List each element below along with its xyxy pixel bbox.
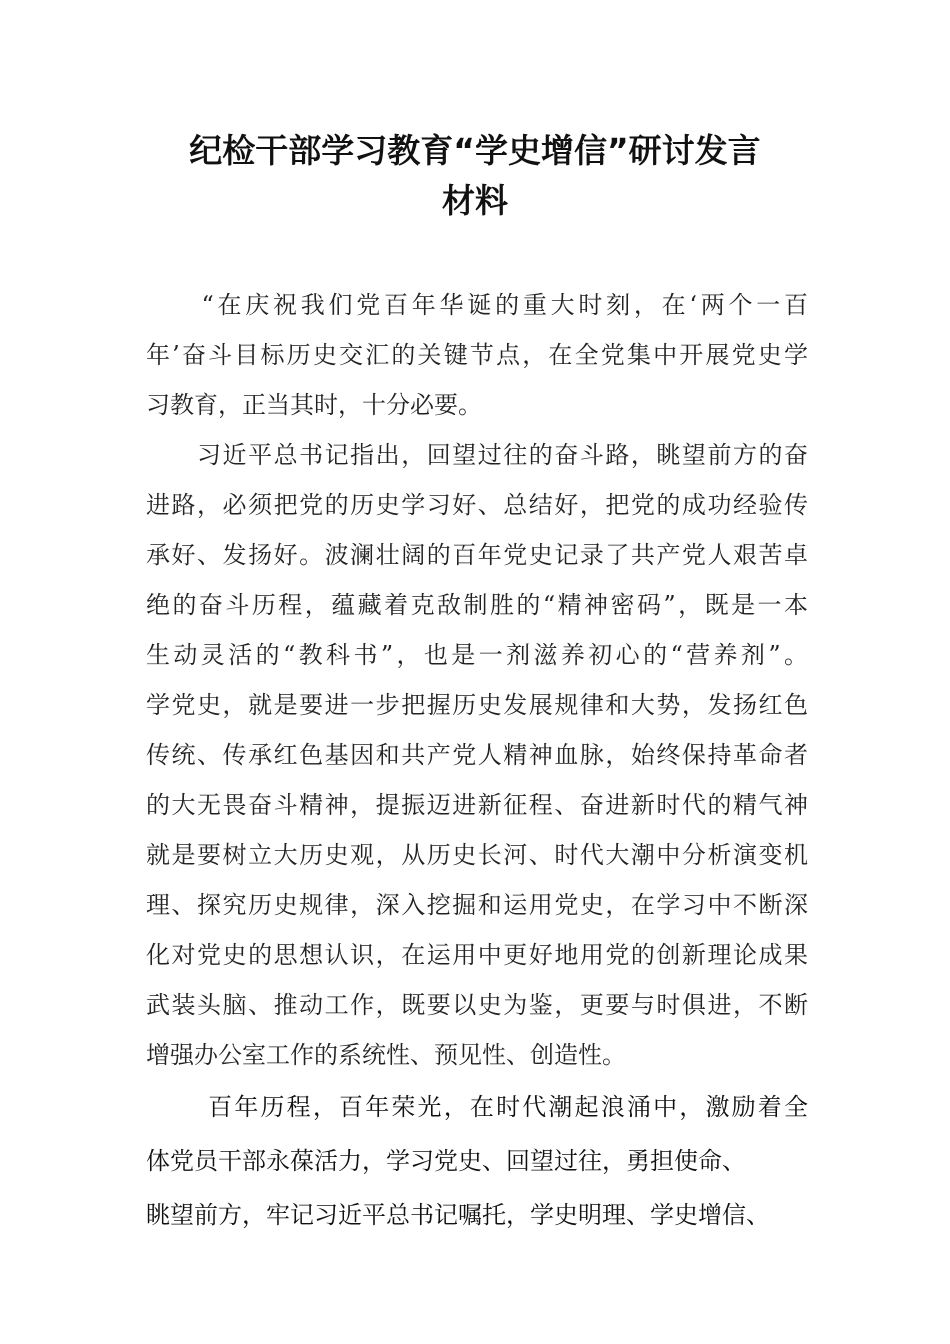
title-line-2: 材料 (442, 181, 508, 220)
paragraph-1 (146, 280, 808, 430)
paragraph-line: 化对党史的思想认识，在运用中更好地用党的创新理论成果 (146, 941, 808, 969)
paragraph-line: 的大无畏奋斗精神，提振迈进新征程、奋进新时代的精气神 (146, 791, 808, 819)
paragraph-line: 就是要树立大历史观，从历史长河、时代大潮中分析演变机 (146, 841, 808, 869)
paragraph-line: 眺望前方，牢记习近平总书记嘱托，学史明理、学史增信、 (146, 1201, 770, 1229)
paragraph-line: 传统、传承红色基因和共产党人精神血脉，始终保持革命者 (146, 741, 808, 769)
paragraph-line: 增强办公室工作的系统性、预见性、创造性。 (146, 1041, 626, 1069)
paragraph-line: 理、探究历史规律，深入挖掘和运用党史，在学习中不断深 (146, 891, 808, 919)
document-title (145, 126, 805, 226)
paragraph-line: 百年历程，百年荣光，在时代潮起浪涌中，激励着全 (146, 1093, 808, 1121)
title-line-1: 纪检干部学习教育“学史增信”研讨发言 (189, 131, 761, 170)
paragraph-line: 习教育，正当其时，十分必要。 (146, 391, 482, 419)
paragraph-line: “在庆祝我们党百年华诞的重大时刻，在‘两个一百 (146, 291, 808, 319)
paragraph-line: 绝的奋斗历程，蕴藏着克敌制胜的“精神密码”，既是一本 (146, 591, 808, 619)
document-body (146, 280, 808, 1242)
paragraph-3 (146, 1080, 808, 1242)
paragraph-line: 承好、发扬好。波澜壮阔的百年党史记录了共产党人艰苦卓 (146, 541, 808, 569)
paragraph-line: 体党员干部永葆活力，学习党史、回望过往，勇担使命、 (146, 1147, 746, 1175)
paragraph-line: 习近平总书记指出，回望过往的奋斗路，眺望前方的奋 (146, 441, 808, 469)
paragraph-2 (146, 430, 808, 1080)
paragraph-line: 武装头脑、推动工作，既要以史为鉴，更要与时俱进，不断 (146, 991, 808, 1019)
paragraph-line: 生动灵活的“教科书”，也是一剂滋养初心的“营养剂”。 (146, 641, 808, 669)
paragraph-line: 进路，必须把党的历史学习好、总结好，把党的成功经验传 (146, 491, 808, 519)
paragraph-line: 年’奋斗目标历史交汇的关键节点，在全党集中开展党史学 (146, 341, 808, 369)
paragraph-line: 学党史，就是要进一步把握历史发展规律和大势，发扬红色 (146, 691, 808, 719)
